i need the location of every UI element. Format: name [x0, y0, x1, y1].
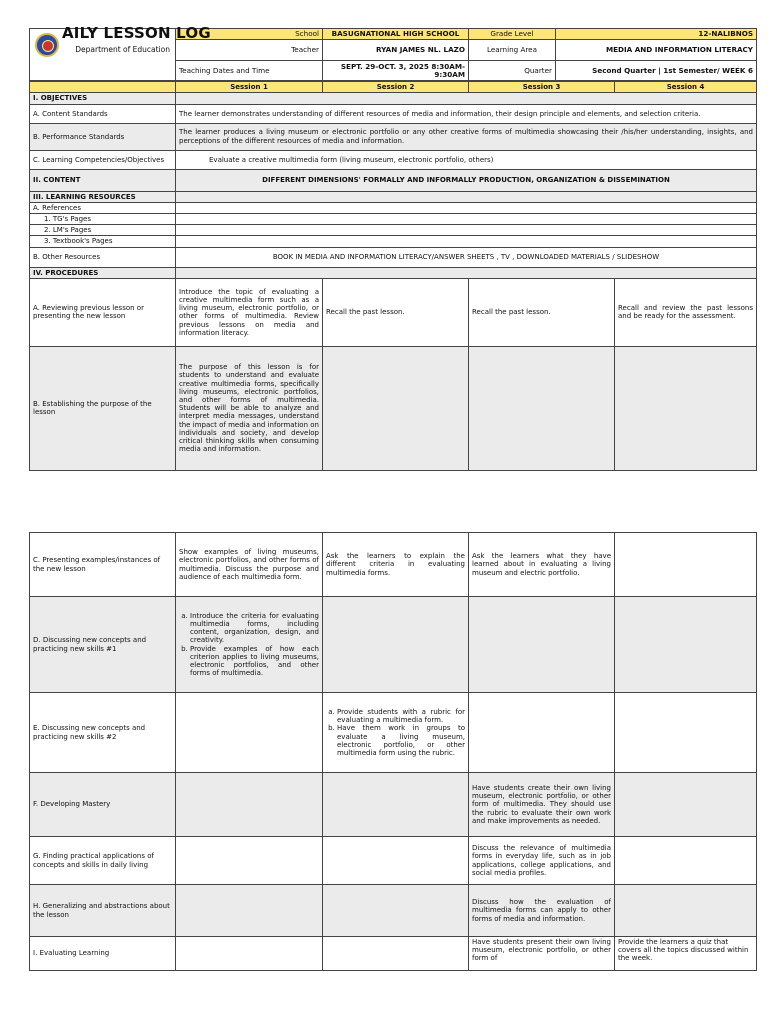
quarter-value: Second Quarter | 1st Semester/ WEEK 6 — [556, 61, 757, 81]
procedure-f-session-3: Have students create their own living museum, electronic portfolio, or other form of multimedia. They should use the rubric to evaluate their own work and make improvements as needed. — [469, 773, 615, 837]
textbook-pages-label: 3. Textbook's Pages — [30, 236, 176, 247]
lesson-log-main-table — [29, 81, 757, 471]
school-label: School — [176, 29, 323, 40]
content-heading: II. CONTENT — [30, 169, 176, 191]
performance-standards-label: B. Performance Standards — [30, 123, 176, 150]
procedure-i-session-4: Provide the learners a quiz that covers all the topics discussed within the week. — [615, 937, 757, 971]
procedure-d-item-a: a. Introduce the criteria for evaluating multimedia forms, including content, organization, design, and creativity. — [190, 612, 319, 645]
procedure-e-item-a: a. Provide students with a rubric for evaluating a multimedia form. — [337, 708, 465, 724]
procedure-c-session-3: Ask the learners what they have learned about in evaluating a living museum and electric portfolio. — [469, 533, 615, 597]
procedure-a-session-2: Recall the past lesson. — [323, 278, 469, 346]
deped-seal-icon — [35, 33, 59, 57]
procedure-h-session-3: Discuss how the evaluation of multimedia forms can apply to other forms of media and information. — [469, 885, 615, 937]
procedure-f-label: F. Developing Mastery — [30, 773, 176, 837]
other-resources-label: B. Other Resources — [30, 247, 176, 267]
procedure-g-label: G. Finding practical applications of concepts and skills in daily living — [30, 837, 176, 885]
procedure-e-session-2 — [323, 693, 469, 773]
learning-area-value: MEDIA AND INFORMATION LITERACY — [556, 40, 757, 61]
lesson-log-header-table — [29, 24, 757, 81]
session-header-blank — [30, 82, 176, 93]
learning-resources-heading: III. LEARNING RESOURCES — [30, 191, 176, 202]
log-title: AILY LESSON LOG — [62, 24, 211, 42]
procedure-i-session-3: Have students present their own living museum, electronic portfolio, or other form of — [469, 937, 615, 971]
title-block — [30, 24, 211, 81]
session-2-header: Session 2 — [323, 82, 469, 93]
competencies-text: Evaluate a creative multimedia form (living museum, electronic portfolio, others) — [176, 150, 757, 169]
grade-level-label: Grade Level — [469, 29, 556, 40]
session-3-header: Session 3 — [469, 82, 615, 93]
procedure-a-session-3: Recall the past lesson. — [469, 278, 615, 346]
learning-area-label: Learning Area — [469, 40, 556, 61]
procedure-a-label: A. Reviewing previous lesson or presenting the new lesson — [30, 278, 176, 346]
references-label: A. References — [30, 202, 176, 213]
procedure-d-session-1 — [176, 597, 323, 693]
procedure-g-session-3: Discuss the relevance of multimedia forms in everyday life, such as in job applications, college applications, and social media profiles. — [469, 837, 615, 885]
procedure-b-label: B. Establishing the purpose of the lesson — [30, 346, 176, 470]
procedure-d-label: D. Discussing new concepts and practicing new skills #1 — [30, 597, 176, 693]
department-name: Department of Education — [75, 45, 170, 54]
lesson-log-procedures-table — [29, 532, 757, 971]
performance-standards-text: The learner produces a living museum or electronic portfolio or any other creative forms of multimedia showcasing their /his/her understanding, insights, and perceptions of the different resources of media and information. — [176, 123, 757, 150]
lm-pages-label: 2. LM's Pages — [30, 225, 176, 236]
objectives-heading: I. OBJECTIVES — [30, 93, 176, 104]
session-4-header: Session 4 — [615, 82, 757, 93]
teacher-label: Teacher — [176, 40, 323, 61]
procedure-a-session-1: Introduce the topic of evaluating a creative multimedia form such as a living museum, electronic portfolio, or other forms of multimedia. Review previous lessons on media and information literacy. — [176, 278, 323, 346]
session-1-header: Session 1 — [176, 82, 323, 93]
procedure-a-session-4: Recall and review the past lessons and be ready for the assessment. — [615, 278, 757, 346]
lesson-log-page-2 — [29, 532, 756, 971]
dates-label: Teaching Dates and Time — [176, 61, 323, 81]
procedures-heading: IV. PROCEDURES — [30, 267, 176, 278]
quarter-label: Quarter — [469, 61, 556, 81]
content-standards-text: The learner demonstrates understanding of different resources of media and information, their design principle and elements, and selection criteria. — [176, 104, 757, 123]
school-value: BASUGNATIONAL HIGH SCHOOL — [323, 29, 469, 40]
other-resources-value: BOOK IN MEDIA AND INFORMATION LITERACY/ANSWER SHEETS , TV , DOWNLOADED MATERIALS / SLIDESHOW — [176, 247, 757, 267]
procedure-h-label: H. Generalizing and abstractions about the lesson — [30, 885, 176, 937]
procedure-e-label: E. Discussing new concepts and practicing new skills #2 — [30, 693, 176, 773]
lesson-log-page-1 — [29, 24, 756, 471]
competencies-label: C. Learning Competencies/Objectives — [30, 150, 176, 169]
teacher-value: RYAN JAMES NL. LAZO — [323, 40, 469, 61]
content-standards-label: A. Content Standards — [30, 104, 176, 123]
procedure-b-session-1: The purpose of this lesson is for students to understand and evaluate creative multimedia forms, specifically living museums, electronic portfolios, and other forms of multimedia. Students will be able to analyze and interpret media messages, understand the impact of media and information on individuals and society, and develop critical thinking skills when consuming media and information. — [176, 346, 323, 470]
tg-pages-label: 1. TG's Pages — [30, 214, 176, 225]
procedure-i-label: I. Evaluating Learning — [30, 937, 176, 971]
dates-value: SEPT. 29-OCT. 3, 2025 8:30AM-9:30AM — [323, 61, 469, 81]
procedure-c-session-2: Ask the learners to explain the different criteria in evaluating multimedia forms. — [323, 533, 469, 597]
procedure-c-label: C. Presenting examples/instances of the new lesson — [30, 533, 176, 597]
procedure-c-session-1: Show examples of living museums, electronic portfolios, and other forms of multimedia. Discuss the purpose and audience of each multimedia form. — [176, 533, 323, 597]
procedure-d-item-b: b. Provide examples of how each criterion applies to living museums, electronic portfolios, and other forms of multimedia. — [190, 645, 319, 678]
grade-level-value: 12-NALIBNOS — [556, 29, 757, 40]
content-value: DIFFERENT DIMENSIONS' FORMALLY AND INFORMALLY PRODUCTION, ORGANIZATION & DISSEMINATION — [176, 169, 757, 191]
procedure-e-item-b: b. Have them work in groups to evaluate a living museum, electronic portfolio, or other multimedia form using the rubric. — [337, 724, 465, 757]
